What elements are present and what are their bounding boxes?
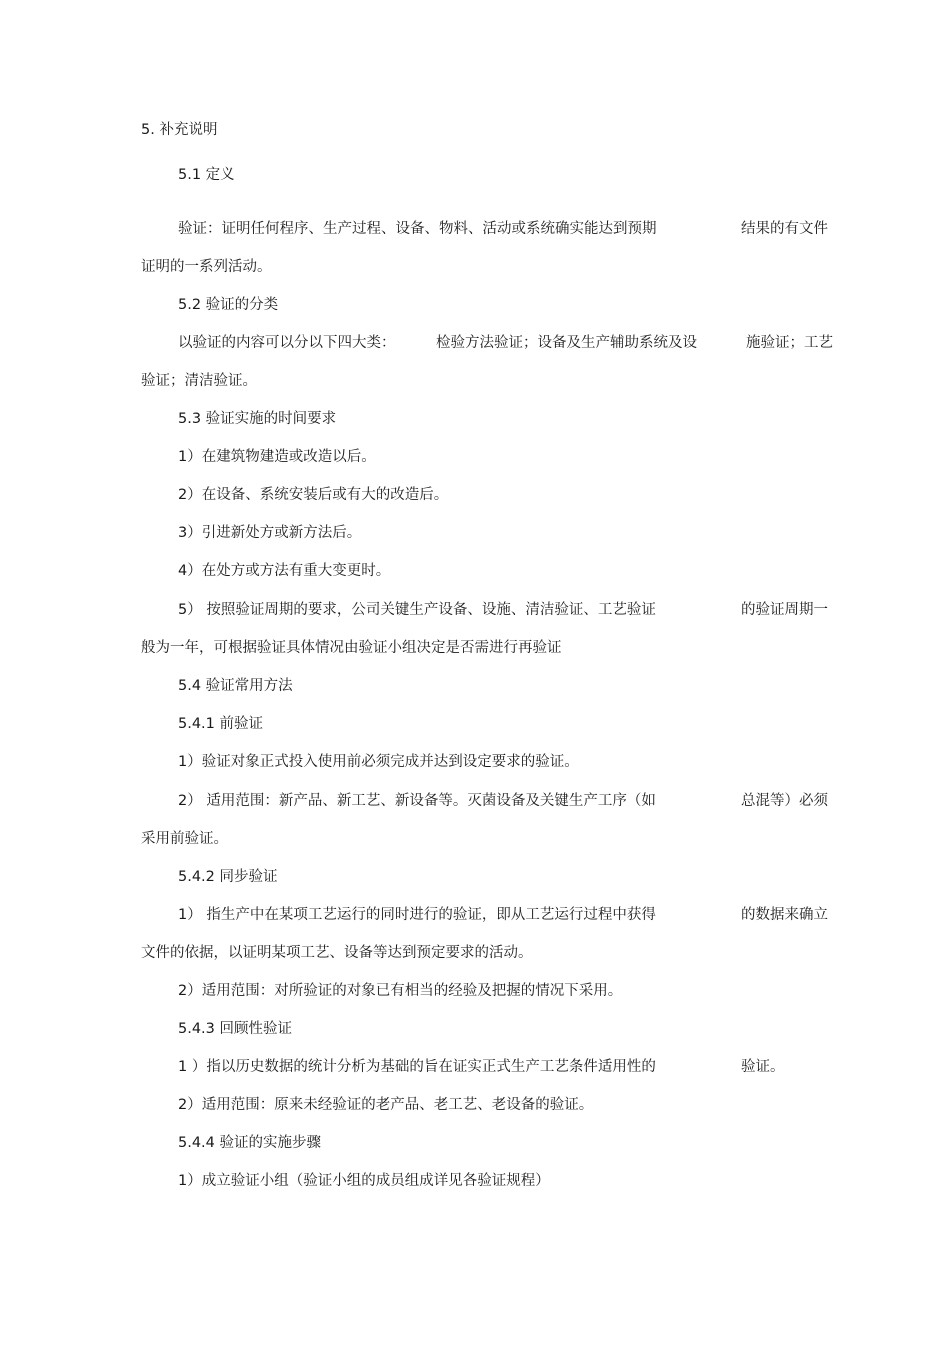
definition-text-left: 验证：证明任何程序、生产过程、设备、物料、活动或系统确实能达到预期 <box>178 221 657 237</box>
list-item: 1） 指生产中在某项工艺运行的同时进行的验证，即从工艺运行过程中获得 <box>178 907 656 923</box>
list-item: 3）引进新处方或新方法后。 <box>178 525 362 541</box>
list-item-continued: 文件的依据，以证明某项工艺、设备等达到预定要求的活动。 <box>141 945 533 961</box>
section-5-3-title: 5.3 验证实施的时间要求 <box>178 411 337 427</box>
list-item: 1）在建筑物建造或改造以后。 <box>178 449 376 465</box>
section-5-4-1-title: 5.4.1 前验证 <box>178 716 264 732</box>
list-item: 1）成立验证小组（验证小组的成员组成详见各验证规程） <box>178 1173 550 1189</box>
list-item: 1）验证对象正式投入使用前必须完成并达到设定要求的验证。 <box>178 754 579 770</box>
list-item-right: 总混等）必须 <box>741 793 828 809</box>
list-item-right: 的验证周期一 <box>741 602 828 618</box>
definition-text-continued: 证明的一系列活动。 <box>141 259 272 275</box>
section-heading: 5. 补充说明 <box>141 122 218 138</box>
list-item: 5） 按照验证周期的要求，公司关键生产设备、设施、清洁验证、工艺验证 <box>178 602 656 618</box>
list-item: 1 ）指以历史数据的统计分析为基础的旨在证实正式生产工艺条件适用性的 <box>178 1059 656 1075</box>
section-5-4-title: 5.4 验证常用方法 <box>178 678 293 694</box>
section-5-1-title: 5.1 定义 <box>178 167 235 183</box>
list-item-continued: 般为一年，可根据验证具体情况由验证小组决定是否需进行再验证 <box>141 640 562 656</box>
classification-text-1: 以验证的内容可以分以下四大类： <box>178 335 396 351</box>
section-5-4-3-title: 5.4.3 回顾性验证 <box>178 1021 293 1037</box>
classification-text-2: 检验方法验证；设备及生产辅助系统及设 <box>436 335 697 351</box>
classification-text-3: 施验证；工艺 <box>746 335 833 351</box>
definition-text-right: 结果的有文件 <box>741 221 828 237</box>
list-item-right: 验证。 <box>741 1059 785 1075</box>
section-5-4-4-title: 5.4.4 验证的实施步骤 <box>178 1135 322 1151</box>
list-item: 2）适用范围：原来未经验证的老产品、老工艺、老设备的验证。 <box>178 1097 594 1113</box>
list-item-right: 的数据来确立 <box>741 907 828 923</box>
classification-text-continued: 验证；清洁验证。 <box>141 373 257 389</box>
list-item: 4）在处方或方法有重大变更时。 <box>178 563 391 579</box>
list-item: 2） 适用范围：新产品、新工艺、新设备等。灭菌设备及关键生产工序（如 <box>178 793 656 809</box>
section-5-2-title: 5.2 验证的分类 <box>178 297 279 313</box>
list-item-continued: 采用前验证。 <box>141 831 228 847</box>
list-item: 2）在设备、系统安装后或有大的改造后。 <box>178 487 449 503</box>
section-5-4-2-title: 5.4.2 同步验证 <box>178 869 278 885</box>
list-item: 2）适用范围：对所验证的对象已有相当的经验及把握的情况下采用。 <box>178 983 623 999</box>
